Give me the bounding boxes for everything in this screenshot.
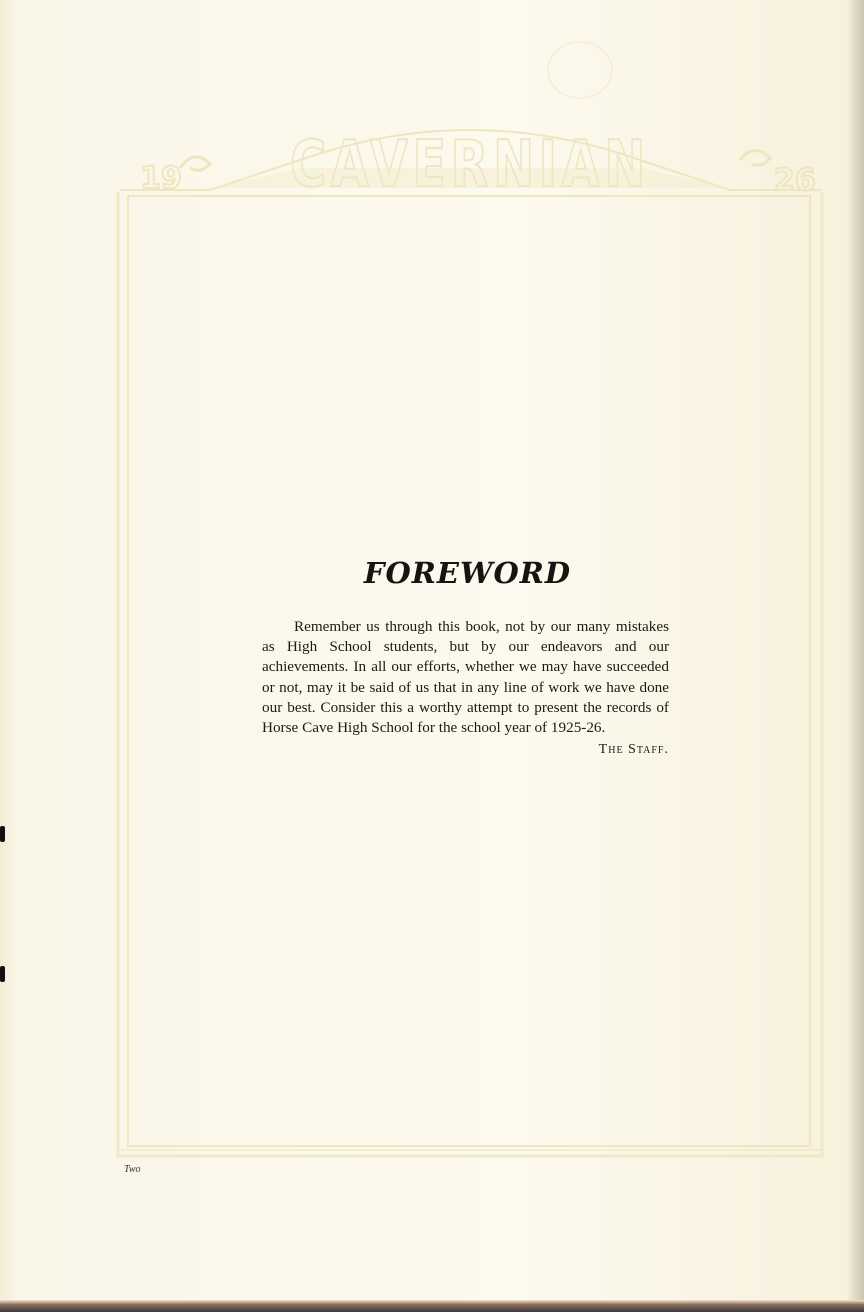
- page-number: Two: [124, 1164, 141, 1175]
- foreword-paragraph: Remember us through this book, not by our many mistakes as High School students, but by our endeavors and our achievements. In all our efforts, whether we may have succeeded or not, may it be said of us that in any line of work we have done our best. Consider this a worthy attempt to present the records of Horse Cave High School for the school year of 1925-26.: [262, 618, 669, 737]
- banner-year-right: 26: [774, 163, 816, 198]
- foreword-section: [262, 556, 669, 758]
- banner-year-left: 19: [140, 161, 182, 196]
- page-title: FOREWORD: [363, 556, 572, 590]
- banner-title: CAVERNIAN: [290, 128, 650, 202]
- binding-marks: [0, 820, 6, 980]
- yearbook-banner: [0, 0, 864, 230]
- signature: The Staff.: [598, 742, 669, 758]
- page-bottom-edge: [0, 1300, 864, 1312]
